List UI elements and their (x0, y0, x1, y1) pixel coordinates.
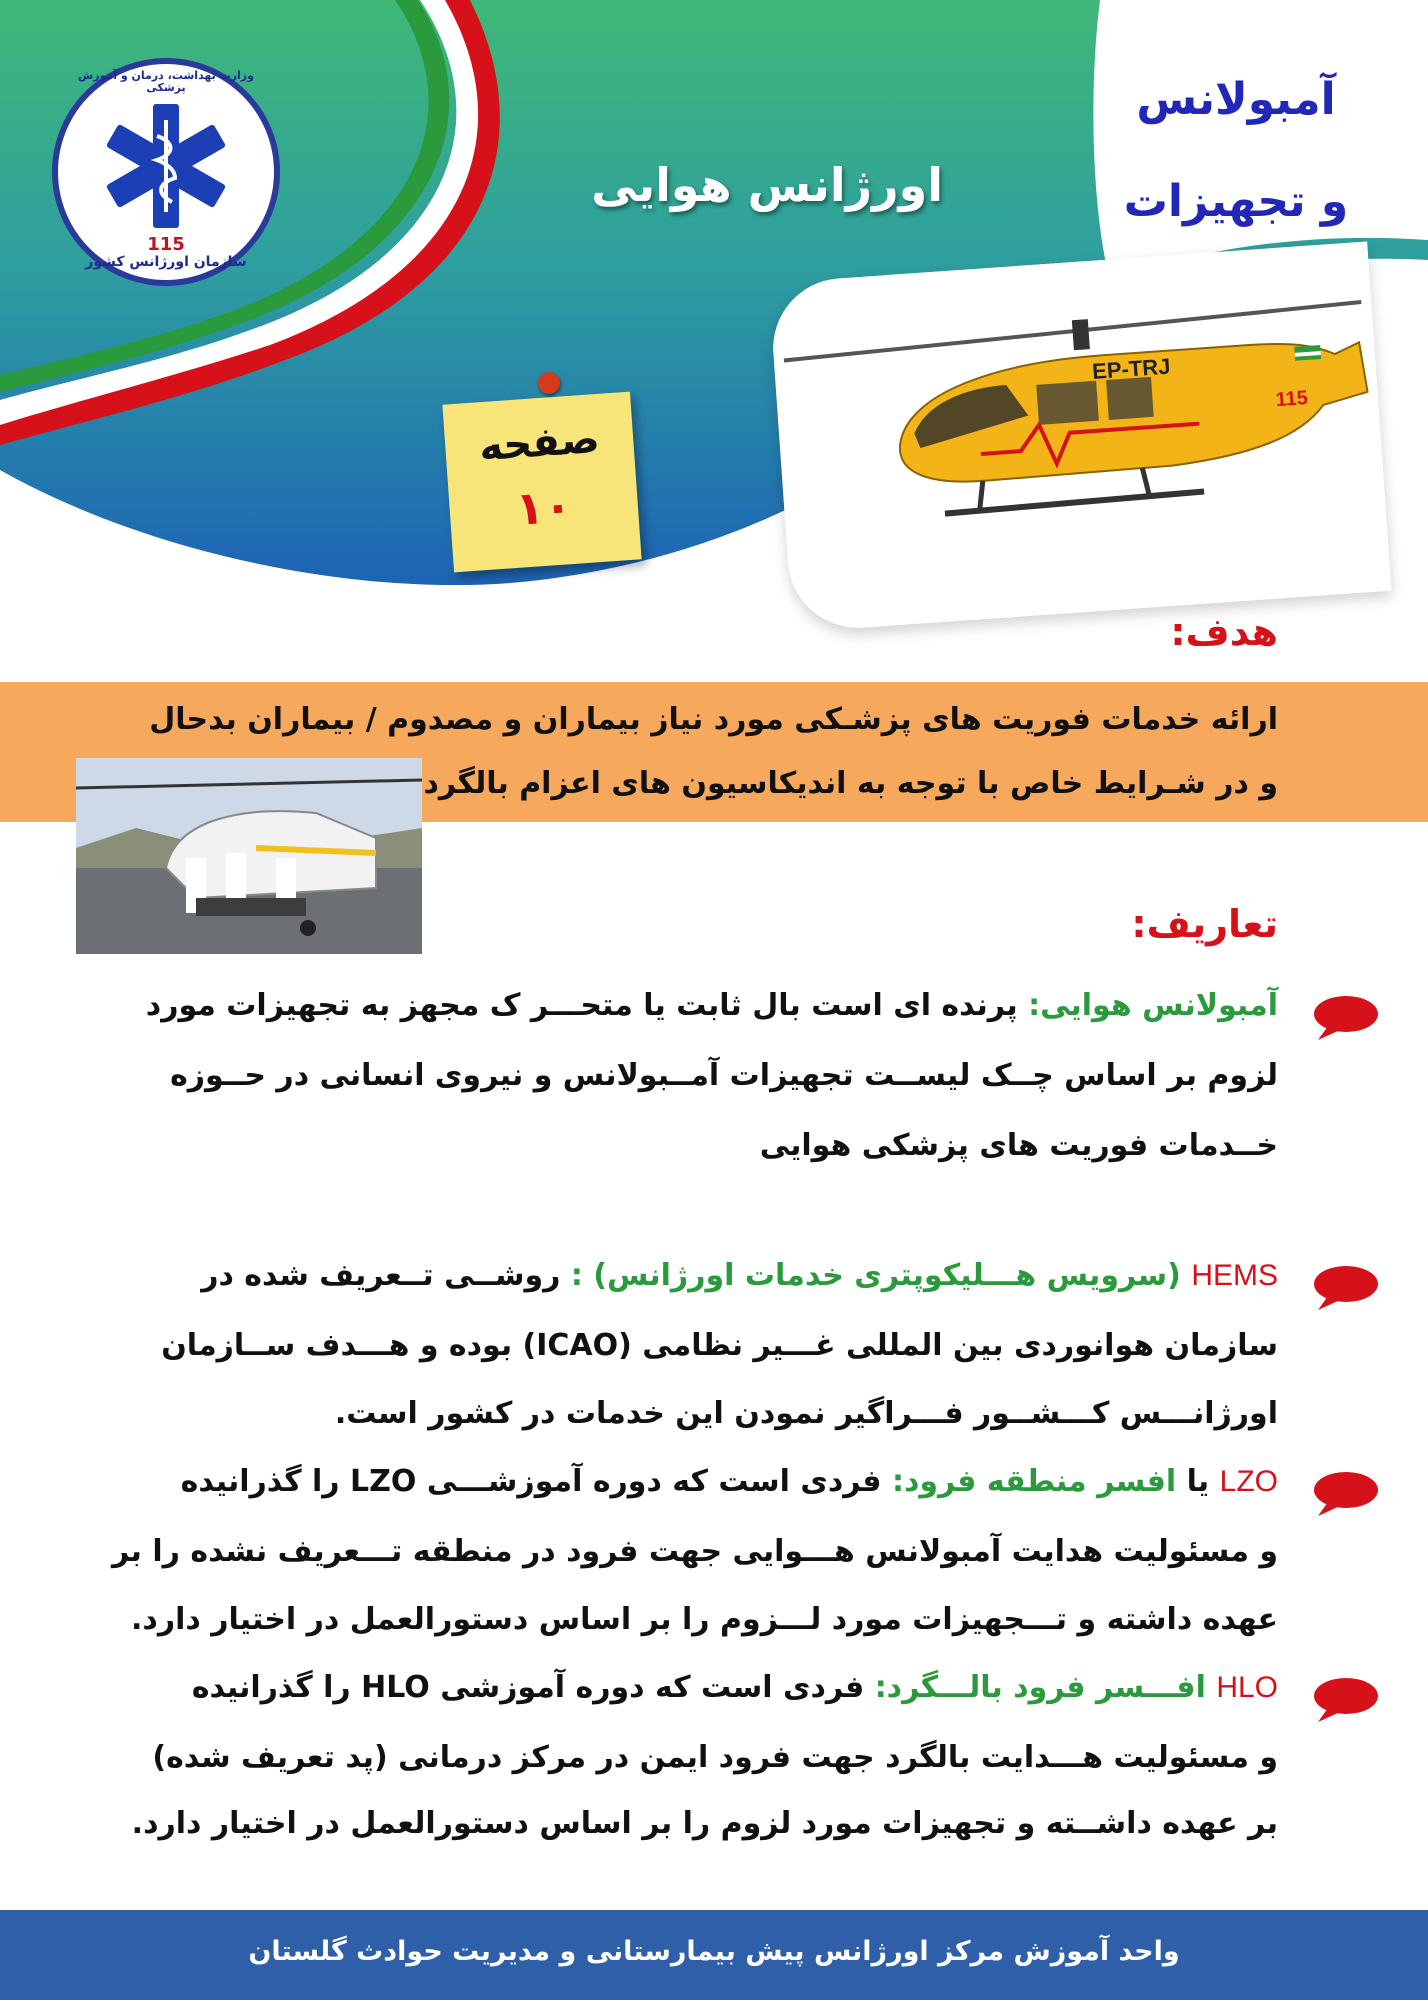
page-label: صفحه (477, 415, 602, 471)
definition-2-acronym: HEMS (1191, 1259, 1278, 1292)
pin-icon (538, 372, 560, 394)
definition-3-line-1 (181, 1464, 1278, 1499)
definition-2-text-1: روشــی تــعریف شده در (201, 1258, 561, 1293)
speech-bubble-icon (1306, 1262, 1380, 1312)
page-number-note (442, 392, 641, 573)
rescue-team-photo (76, 758, 422, 954)
definition-4-line-2: و مسئولیت هـــدایت بالگرد جهت فرود ایمن در مرکز درمانی (پد تعریف شده) (152, 1740, 1278, 1775)
speech-bubble-icon (1306, 992, 1380, 1042)
helicopter-registration: EP-TRJ (1091, 353, 1172, 384)
helicopter-number: 115 (1274, 387, 1309, 412)
logo-ring-text-bottom: سازمان اورژانس کشور (85, 254, 247, 270)
definitions-heading: تعاریف: (1131, 902, 1278, 946)
definition-2-line-2: سازمان هوانوردی بین المللی غـــیر نظامی (ICAO) بوده و هـــدف ســازمان (161, 1328, 1278, 1363)
helicopter-photo (769, 241, 1392, 632)
star-of-life-icon (94, 94, 238, 238)
helicopter-illustration (769, 241, 1392, 632)
definition-4-line-1 (192, 1670, 1278, 1705)
definition-3-text-1: فردی است که دوره آموزشـــی LZO را گذرانیده (180, 1464, 882, 1499)
definition-3-line-2: و مسئولیت هدایت آمبولانس هـــوایی جهت فرود در منطقه تـــعریف نشده را بر (112, 1534, 1278, 1569)
definition-1-term: آمبولانس هوایی: (1028, 988, 1278, 1023)
definition-2-term: (سرویس هـــلیکوپتری خدمات اورژانس) : (570, 1258, 1181, 1293)
definition-1-text-1: پرنده ای است بال ثابت یا متحـــر ک مجهز به تجهیزات مورد (145, 988, 1018, 1023)
rescue-scene-illustration (76, 758, 422, 954)
goal-heading: هدف: (1170, 610, 1278, 654)
definition-1-line-1 (146, 988, 1278, 1023)
definition-1-line-3: خــدمات فوریت های پزشکی هوایی (759, 1128, 1278, 1163)
footer-text: واحد آموزش مرکز اورژانس پیش بیمارستانی و مدیریت حوادث گلستان (248, 1936, 1180, 1967)
definition-3-term: افسر منطقه فرود: (892, 1464, 1177, 1499)
page-number: ۱۰ (513, 478, 574, 536)
logo-ring-text-top: وزارت بهداشت، درمان و آموزش پزشکی (78, 69, 254, 95)
category-title-line2: و تجهیزات (1123, 176, 1349, 227)
main-title: اورژانس هوایی (591, 158, 943, 212)
ems-logo (52, 58, 280, 286)
definition-3-acronym: LZO (1219, 1465, 1278, 1498)
definition-4-term: افـــسر فرود بالـــگرد: (874, 1670, 1206, 1705)
goal-line-1: ارائه خدمات فوریت های پزشـکی مورد نیاز بیماران و مصدوم / بیماران بدحال (149, 702, 1278, 737)
speech-bubble-icon (1306, 1674, 1380, 1724)
definition-4-acronym: HLO (1216, 1671, 1278, 1704)
category-title-line1: آمبولانس (1136, 74, 1336, 125)
footer-bar (0, 1910, 1428, 2000)
definition-2-line-1 (201, 1258, 1278, 1293)
definition-3-line-3: عهده داشته و تـــجهیزات مورد لـــزوم را بر اساس دستورالعمل در اختیار دارد. (131, 1602, 1278, 1637)
definition-3-connector: یا (1186, 1464, 1210, 1499)
logo-number: 115 (147, 234, 185, 255)
goal-line-2: و در شـرایط خاص با توجه به اندیکاسیون های اعزام بالگرد (423, 766, 1278, 801)
definition-1-line-2: لزوم بر اساس چــک لیســت تجهیزات آمــبولانس و نیروی انسانی در حــوزه (170, 1058, 1278, 1093)
definition-4-line-3: بر عهده داشــته و تجهیزات مورد لزوم را بر اساس دستورالعمل در اختیار دارد. (131, 1806, 1278, 1841)
definition-4-text-1: فردی است که دوره آموزشی HLO را گذرانیده (191, 1670, 865, 1705)
speech-bubble-icon (1306, 1468, 1380, 1518)
definition-2-line-3: اورژانـــس کـــشــور فـــراگیر نمودن این خدمات در کشور است. (334, 1396, 1278, 1431)
